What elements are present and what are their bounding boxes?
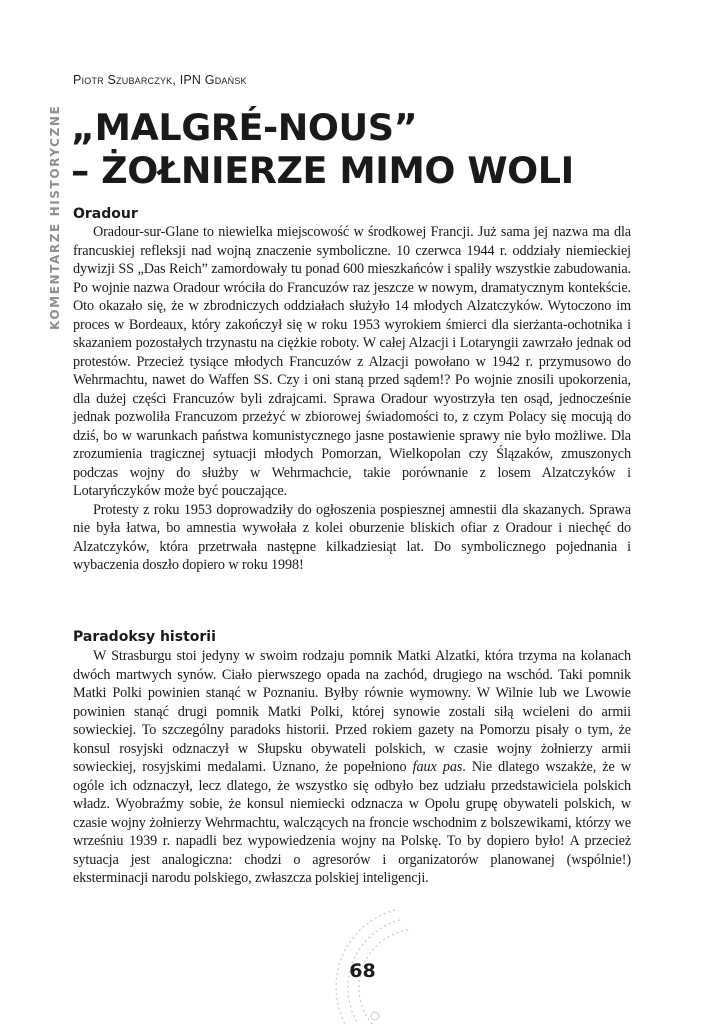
page-number: 68 — [349, 960, 376, 982]
section-body-oradour — [73, 223, 631, 575]
text-run: W Strasburgu stoi jedyny w swoim rodzaju pomnik Matki Alzatki, która trzyma na kolanach dwóch martwych synów. Ciało pierwszego opada na zachód, drugiego na wschód. Taki pomnik Matki Polki powinien stanąć w Poznaniu. Byłby równie wymowny. W Wilnie lub we Lwowie powinien stanąć drugi pomnik Matki Polki, której synowie zostali siłą wcieleni do armii sowieckiej. To szczególny paradoks historii. Przed rokiem gazety na Pomorzu pisały o tym, że konsul rosyjski odznaczył w Słupsku obywateli polskich, w czasie wojny żołnierzy armii sowieckiej, rosyjskimi medalami. Uznano, że popełniono — [73, 648, 631, 775]
article-author: Piotr Szubarczyk, IPN Gdańsk — [73, 73, 247, 87]
section-body-paradoksy — [73, 647, 631, 888]
paragraph: Oradour-sur-Glane to niewielka miejscowość w środkowej Francji. Już sama jej nazwa ma dla francuskiej refleksji nad wojną znaczenie symboliczne. 10 czerwca 1944 r. oddziały niemieckiej dywizji SS „Das Reich” zamordowały tu ponad 600 mieszkańców i spaliły wszystkie zabudowania. Po wojnie nazwa Oradour wróciła do Francuzów raz jeszcze w nowym, dramatycznym kontekście. Oto okazało się, że w zbrodniczych oddziałach służyło 14 młodych Alzatczyków. Wytoczono im proces w Bordeaux, który zakończył się w roku 1953 wyrokiem śmierci dla sierżanta-ochotnika i skazaniem pozostałych trzynastu na ciężkie roboty. W całej Alzacji i Lotaryngii zawrzało jednak od protestów. Przecież tysiące młodych Francuzów z Alzacji powołano w 1942 r. przymusowo do Wehrmachtu, nawet do Waffen SS. Czy i oni staną przed sądem!? Po wojnie znosili upokorzenia, dla dużej części Francuzów byli zdrajcami. Sprawa Oradour wyostrzyła ten osąd, jednocześnie jednak pozwoliła Francuzom przeżyć w zbiorowej świadomości to, z czym Polacy się mocują do dziś, bo w warunkach państwa komunistycznego jasne postawienie sprawy nie było możliwe. Dla zrozumienia tragicznej sytuacji młodych Pomorzan, Wielkopolan czy Ślązaków, zmuszonych podczas wojny do służby w Wehrmachcie, takie porównanie z losem Alzatczyków i Lotaryńczyków może być pouczające. — [73, 224, 631, 499]
text-run: . Nie dlatego wszakże, że w ogóle ich odznaczył, lecz dlatego, że wszystko się odbyło bez udziału przedstawiciela polskich władz. Wyobraźmy sobie, że konsul niemiecki odznacza w Opolu grupę obywateli polskich, w czasie wojny żołnierzy Wehrmachtu, walczących na froncie wschodnim z bolszewikami, którzy we wrześniu 1939 r. napadli bez wypowiedzenia wojny na Polskę. To by dopiero było! A przecież sytuacja jest analogiczna: chodzi o agresorów i organizatorów planowanej (wspólnie!) eksterminacji narodu polskiego, zwłaszcza polskiej inteligencji. — [73, 759, 631, 886]
article-title-line-1: „MALGRÉ-NOUS” — [71, 106, 418, 149]
paragraph — [73, 647, 631, 888]
section-side-label: KOMENTARZE HISTORYCZNE — [48, 104, 62, 330]
section-heading-paradoksy: Paradoksy historii — [73, 629, 216, 645]
section-heading-oradour: Oradour — [73, 206, 138, 222]
article-title-line-2: – ŻOŁNIERZE MIMO WOLI — [71, 149, 574, 192]
italic-term: faux pas — [412, 759, 463, 775]
paragraph: Protesty z roku 1953 doprowadziły do ogłoszenia pospiesznej amnestii dla skazanych. Sprawa nie była łatwa, bo amnestia wywołała z kolei oburzenie bliskich ofiar z Oradour i niechęć do Alzatczyków, która przetrwała następne kilkadziesiąt lat. Do symbolicznego pojednania i wybaczenia doszło dopiero w roku 1998! — [73, 501, 631, 573]
article-title — [71, 106, 574, 192]
